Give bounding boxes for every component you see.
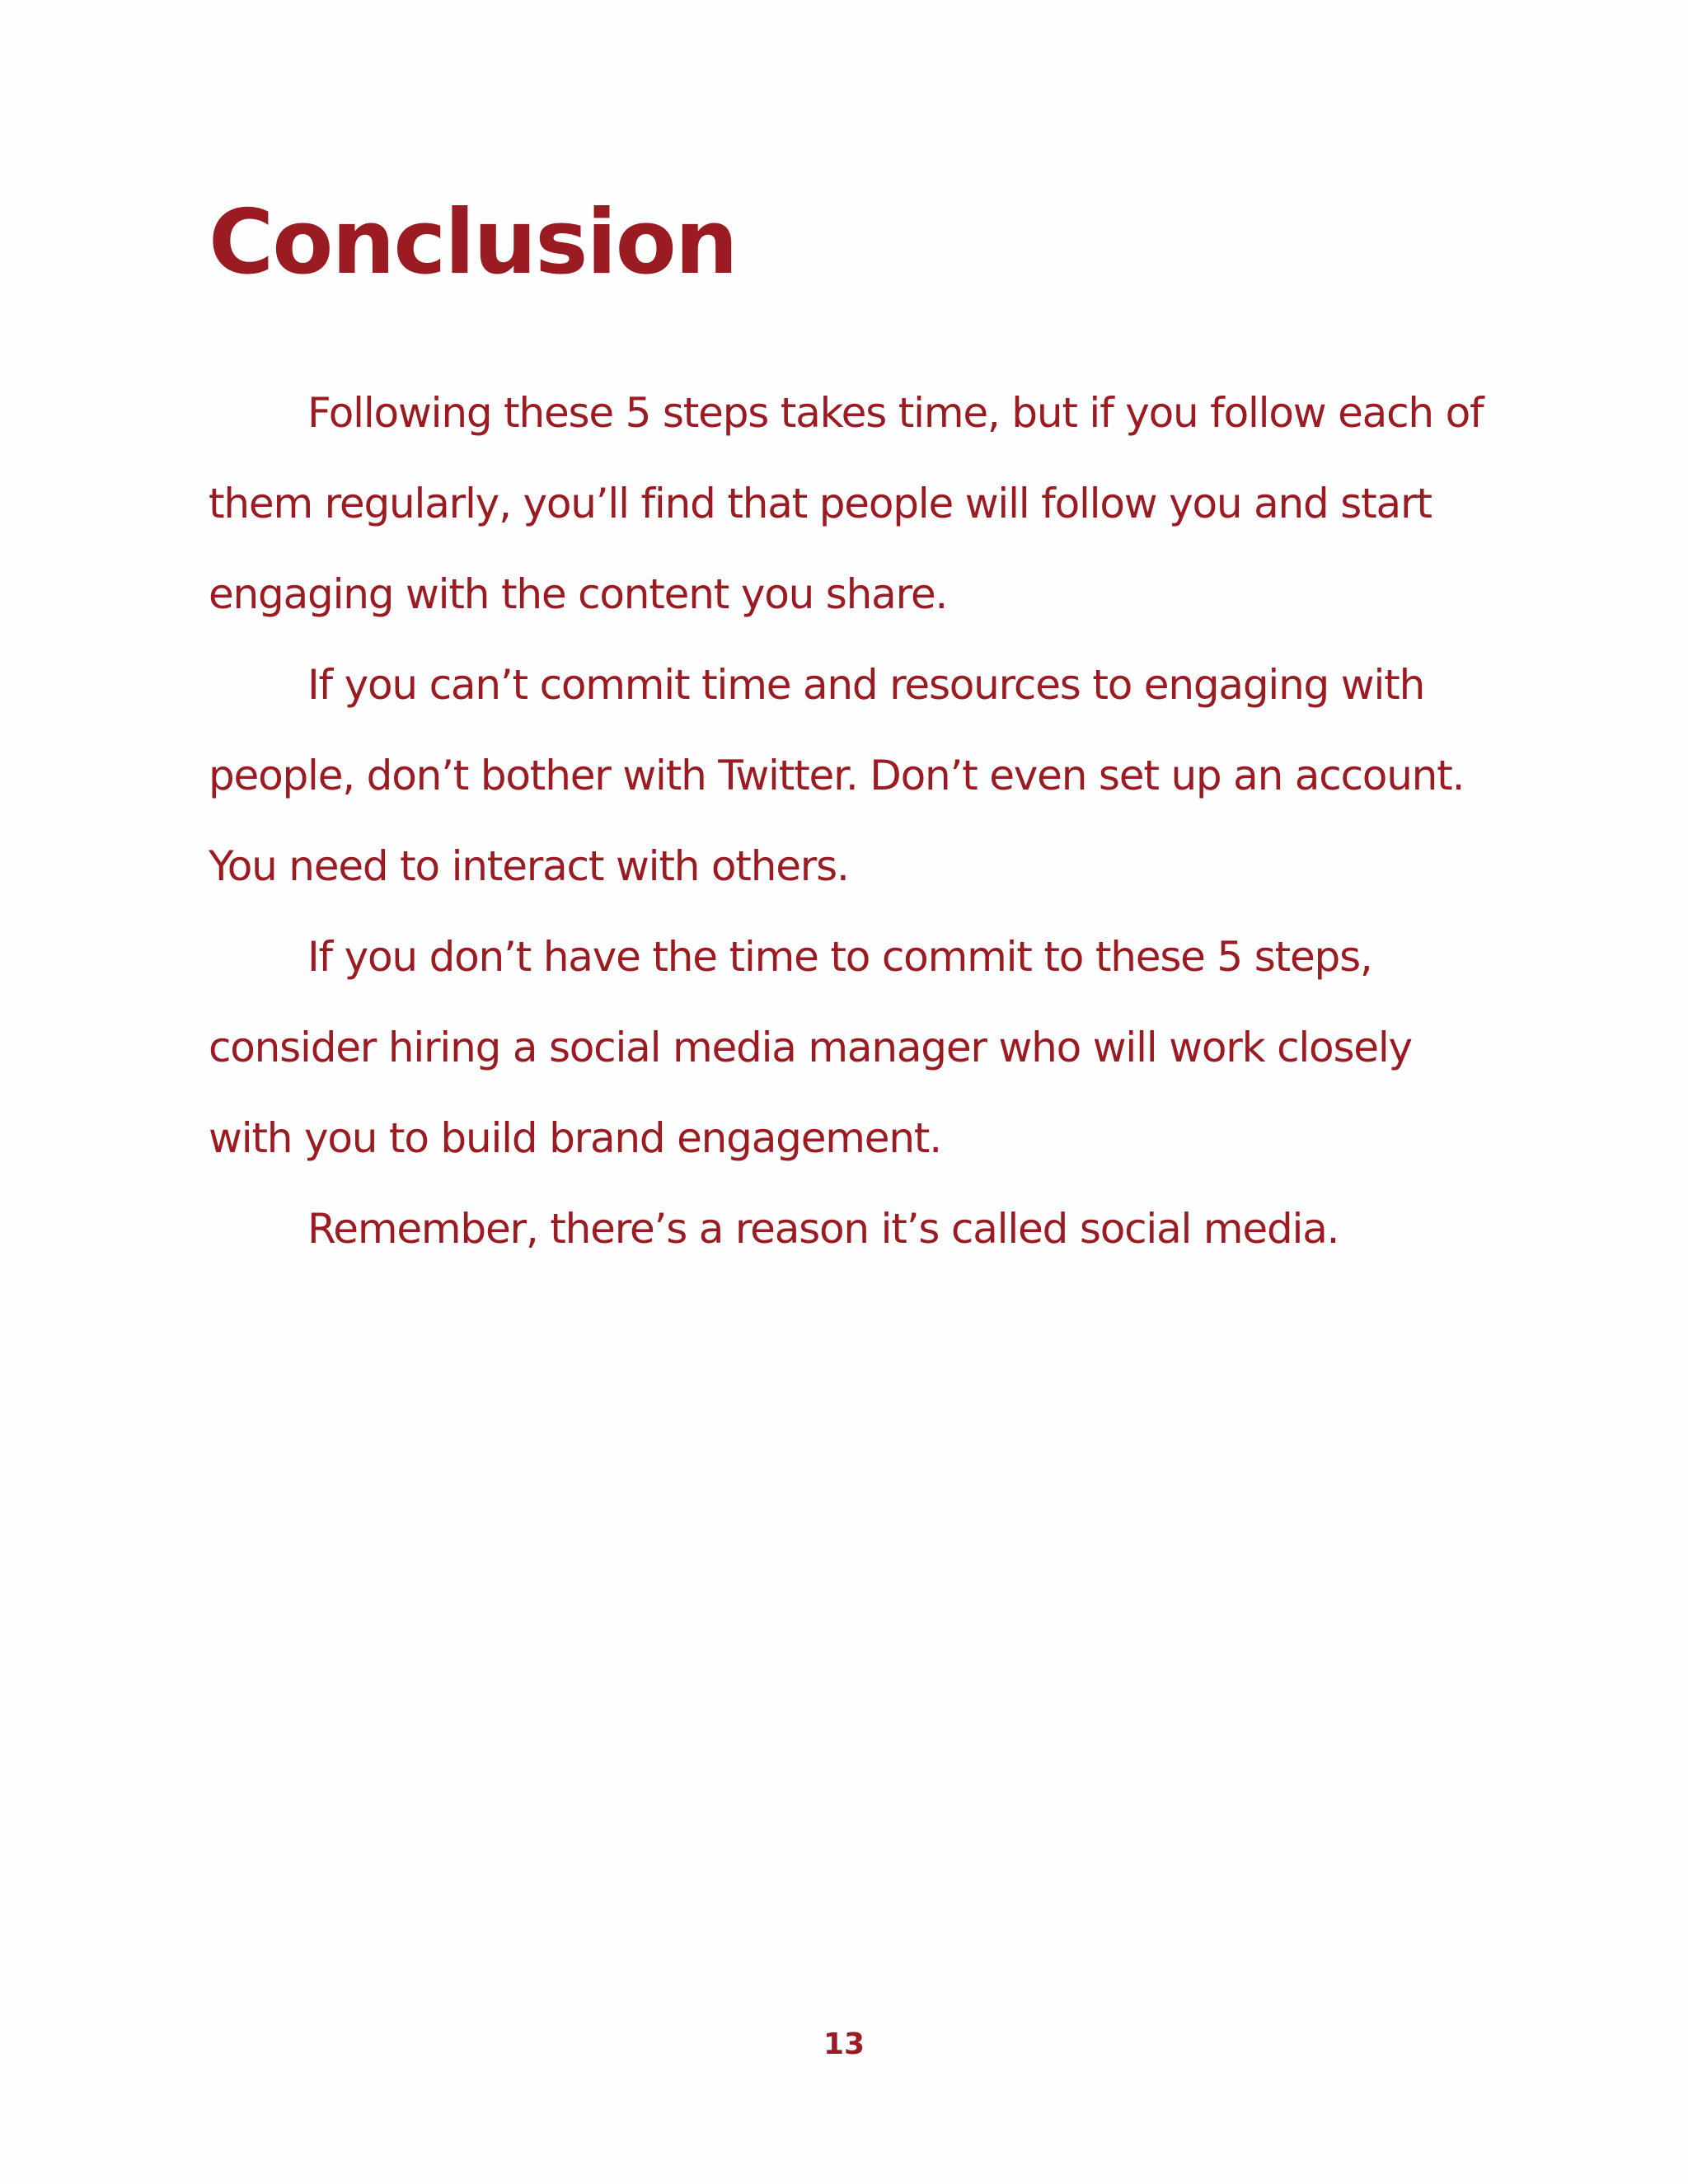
paragraph-1: Following these 5 steps takes time, but if you follow each of them regularly, you’ll find that people will follow you and start engaging with the content you share. xyxy=(209,389,1484,618)
page-number: 13 xyxy=(823,2027,865,2061)
page-title: Conclusion xyxy=(209,191,737,294)
paragraph-4: Remember, there’s a reason it’s called social media. xyxy=(307,1205,1339,1253)
paragraph-3: If you don’t have the time to commit to these 5 steps, consider hiring a social media manager who will work closely with you to build brand engagement. xyxy=(209,933,1412,1162)
body-text xyxy=(209,368,1494,1274)
paragraph-2: If you can’t commit time and resources to engaging with people, don’t bother with Twitter. Don’t even set up an account. You need to interact with others. xyxy=(209,661,1465,890)
